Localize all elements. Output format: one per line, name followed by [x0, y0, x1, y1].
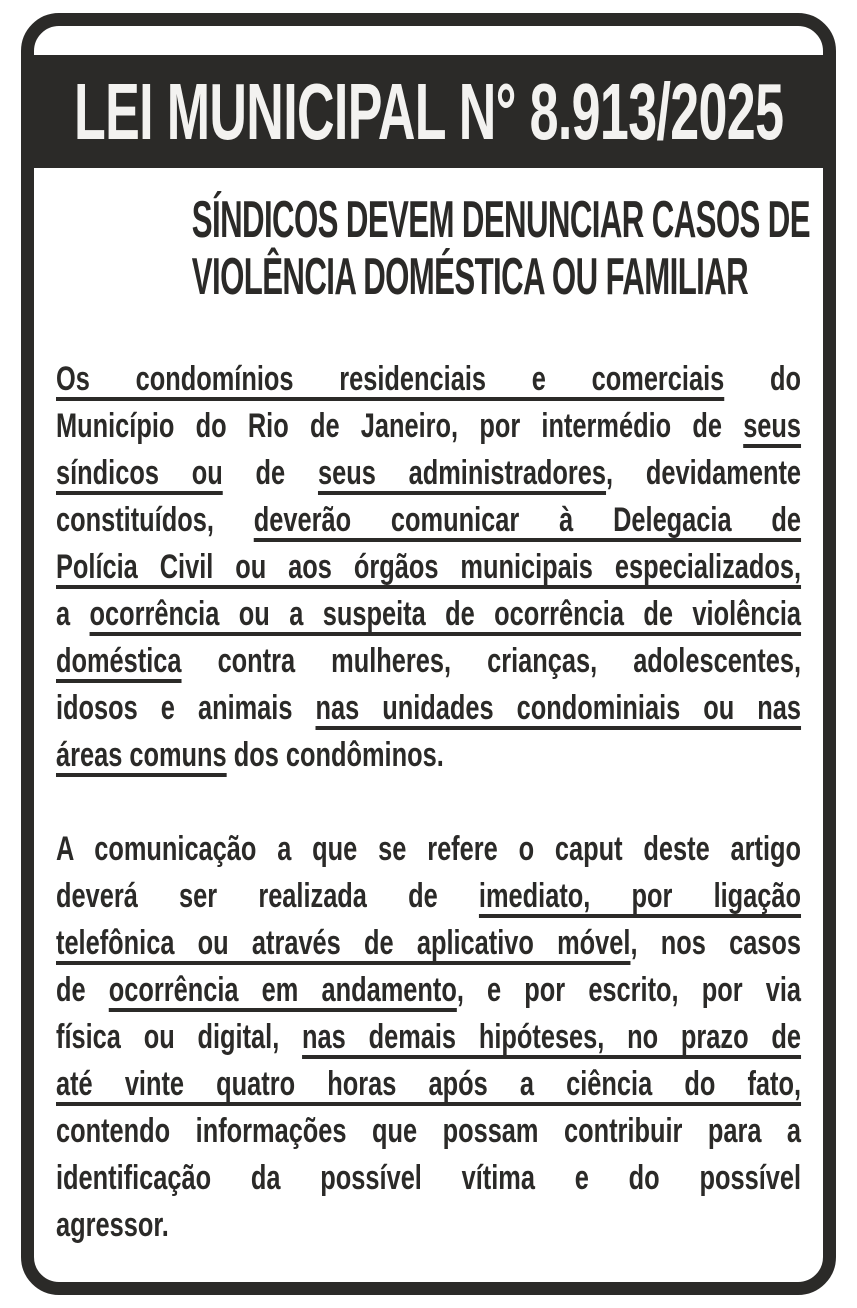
plain-text: contendo informações que possam contribuir para a	[56, 1112, 802, 1150]
text-line	[56, 920, 801, 967]
plain-text: deverá ser realizada de	[56, 877, 479, 915]
underlined-text: Os condomínios residenciais e comerciais	[56, 360, 725, 398]
underlined-text: telefônica ou através de aplicativo móvel	[56, 924, 631, 962]
underlined-text: seus administradores	[317, 454, 607, 492]
text-line	[56, 826, 801, 873]
plain-text: constituídos,	[56, 501, 254, 539]
underlined-text: imediato, por ligação	[478, 877, 802, 915]
plain-text: agressor.	[56, 1206, 169, 1244]
plain-text: A comunicação a que se refere o caput deste artigo	[56, 830, 802, 868]
text-line	[56, 450, 801, 497]
underlined-text: doméstica	[56, 642, 182, 680]
text-line	[56, 1061, 801, 1108]
plain-text: do	[724, 360, 802, 398]
plain-text: identificação da possível vítima e do possível	[56, 1159, 802, 1197]
subtitle-line-2: VIOLÊNCIA DOMÉSTICA OU FAMILIAR	[191, 248, 749, 306]
plain-text: de	[56, 971, 109, 1009]
plain-text: Município do Rio de Janeiro, por intermédio de	[56, 407, 744, 445]
poster-frame	[21, 13, 836, 1295]
underlined-text: nas unidades condominiais ou nas	[315, 689, 802, 727]
subtitle-line-1: SÍNDICOS DEVEM DENUNCIAR CASOS DE	[191, 191, 810, 249]
plain-text: , nos casos	[630, 924, 802, 962]
plain-text: , e por escrito, por via	[456, 971, 802, 1009]
top-white-strip	[34, 26, 823, 55]
text-line	[56, 1155, 801, 1202]
law-title: LEI MUNICIPAL N° 8.913/2025	[73, 66, 784, 156]
underlined-text: ocorrência em andamento	[108, 971, 457, 1009]
plain-text: de	[222, 454, 318, 492]
text-line	[56, 732, 801, 779]
text-line	[56, 356, 801, 403]
poster-subtitle	[34, 192, 823, 306]
law-title-banner	[34, 55, 823, 168]
underlined-text: nas demais hipóteses, no prazo de	[302, 1018, 802, 1056]
paragraph	[56, 356, 801, 779]
plain-text: idosos e animais	[56, 689, 316, 727]
text-line	[56, 873, 801, 920]
underlined-text: seus	[743, 407, 802, 445]
underlined-text: ocorrência ou a suspeita de ocorrência de violência	[89, 595, 802, 633]
text-line	[56, 1014, 801, 1061]
text-line	[56, 638, 801, 685]
text-line	[56, 591, 801, 638]
plain-text: , devidamente	[606, 454, 802, 492]
paragraph	[56, 826, 801, 1249]
text-line	[56, 403, 801, 450]
underlined-text: Polícia Civil ou aos órgãos municipais especializados,	[56, 548, 802, 586]
plain-text: dos condôminos.	[226, 736, 444, 774]
plain-text: contra mulheres, crianças, adolescentes,	[181, 642, 802, 680]
underlined-text: áreas comuns	[56, 736, 227, 774]
plain-text: física ou digital,	[56, 1018, 303, 1056]
text-line	[56, 497, 801, 544]
underlined-text: até vinte quatro horas após a ciência do fato,	[56, 1065, 802, 1103]
text-line	[56, 685, 801, 732]
underlined-text: síndicos ou	[56, 454, 223, 492]
text-line	[56, 544, 801, 591]
underlined-text: deverão comunicar à Delegacia de	[253, 501, 802, 539]
plain-text: a	[56, 595, 90, 633]
body-text	[34, 356, 823, 1249]
text-line	[56, 1202, 801, 1249]
text-line	[56, 1108, 801, 1155]
text-line	[56, 967, 801, 1014]
